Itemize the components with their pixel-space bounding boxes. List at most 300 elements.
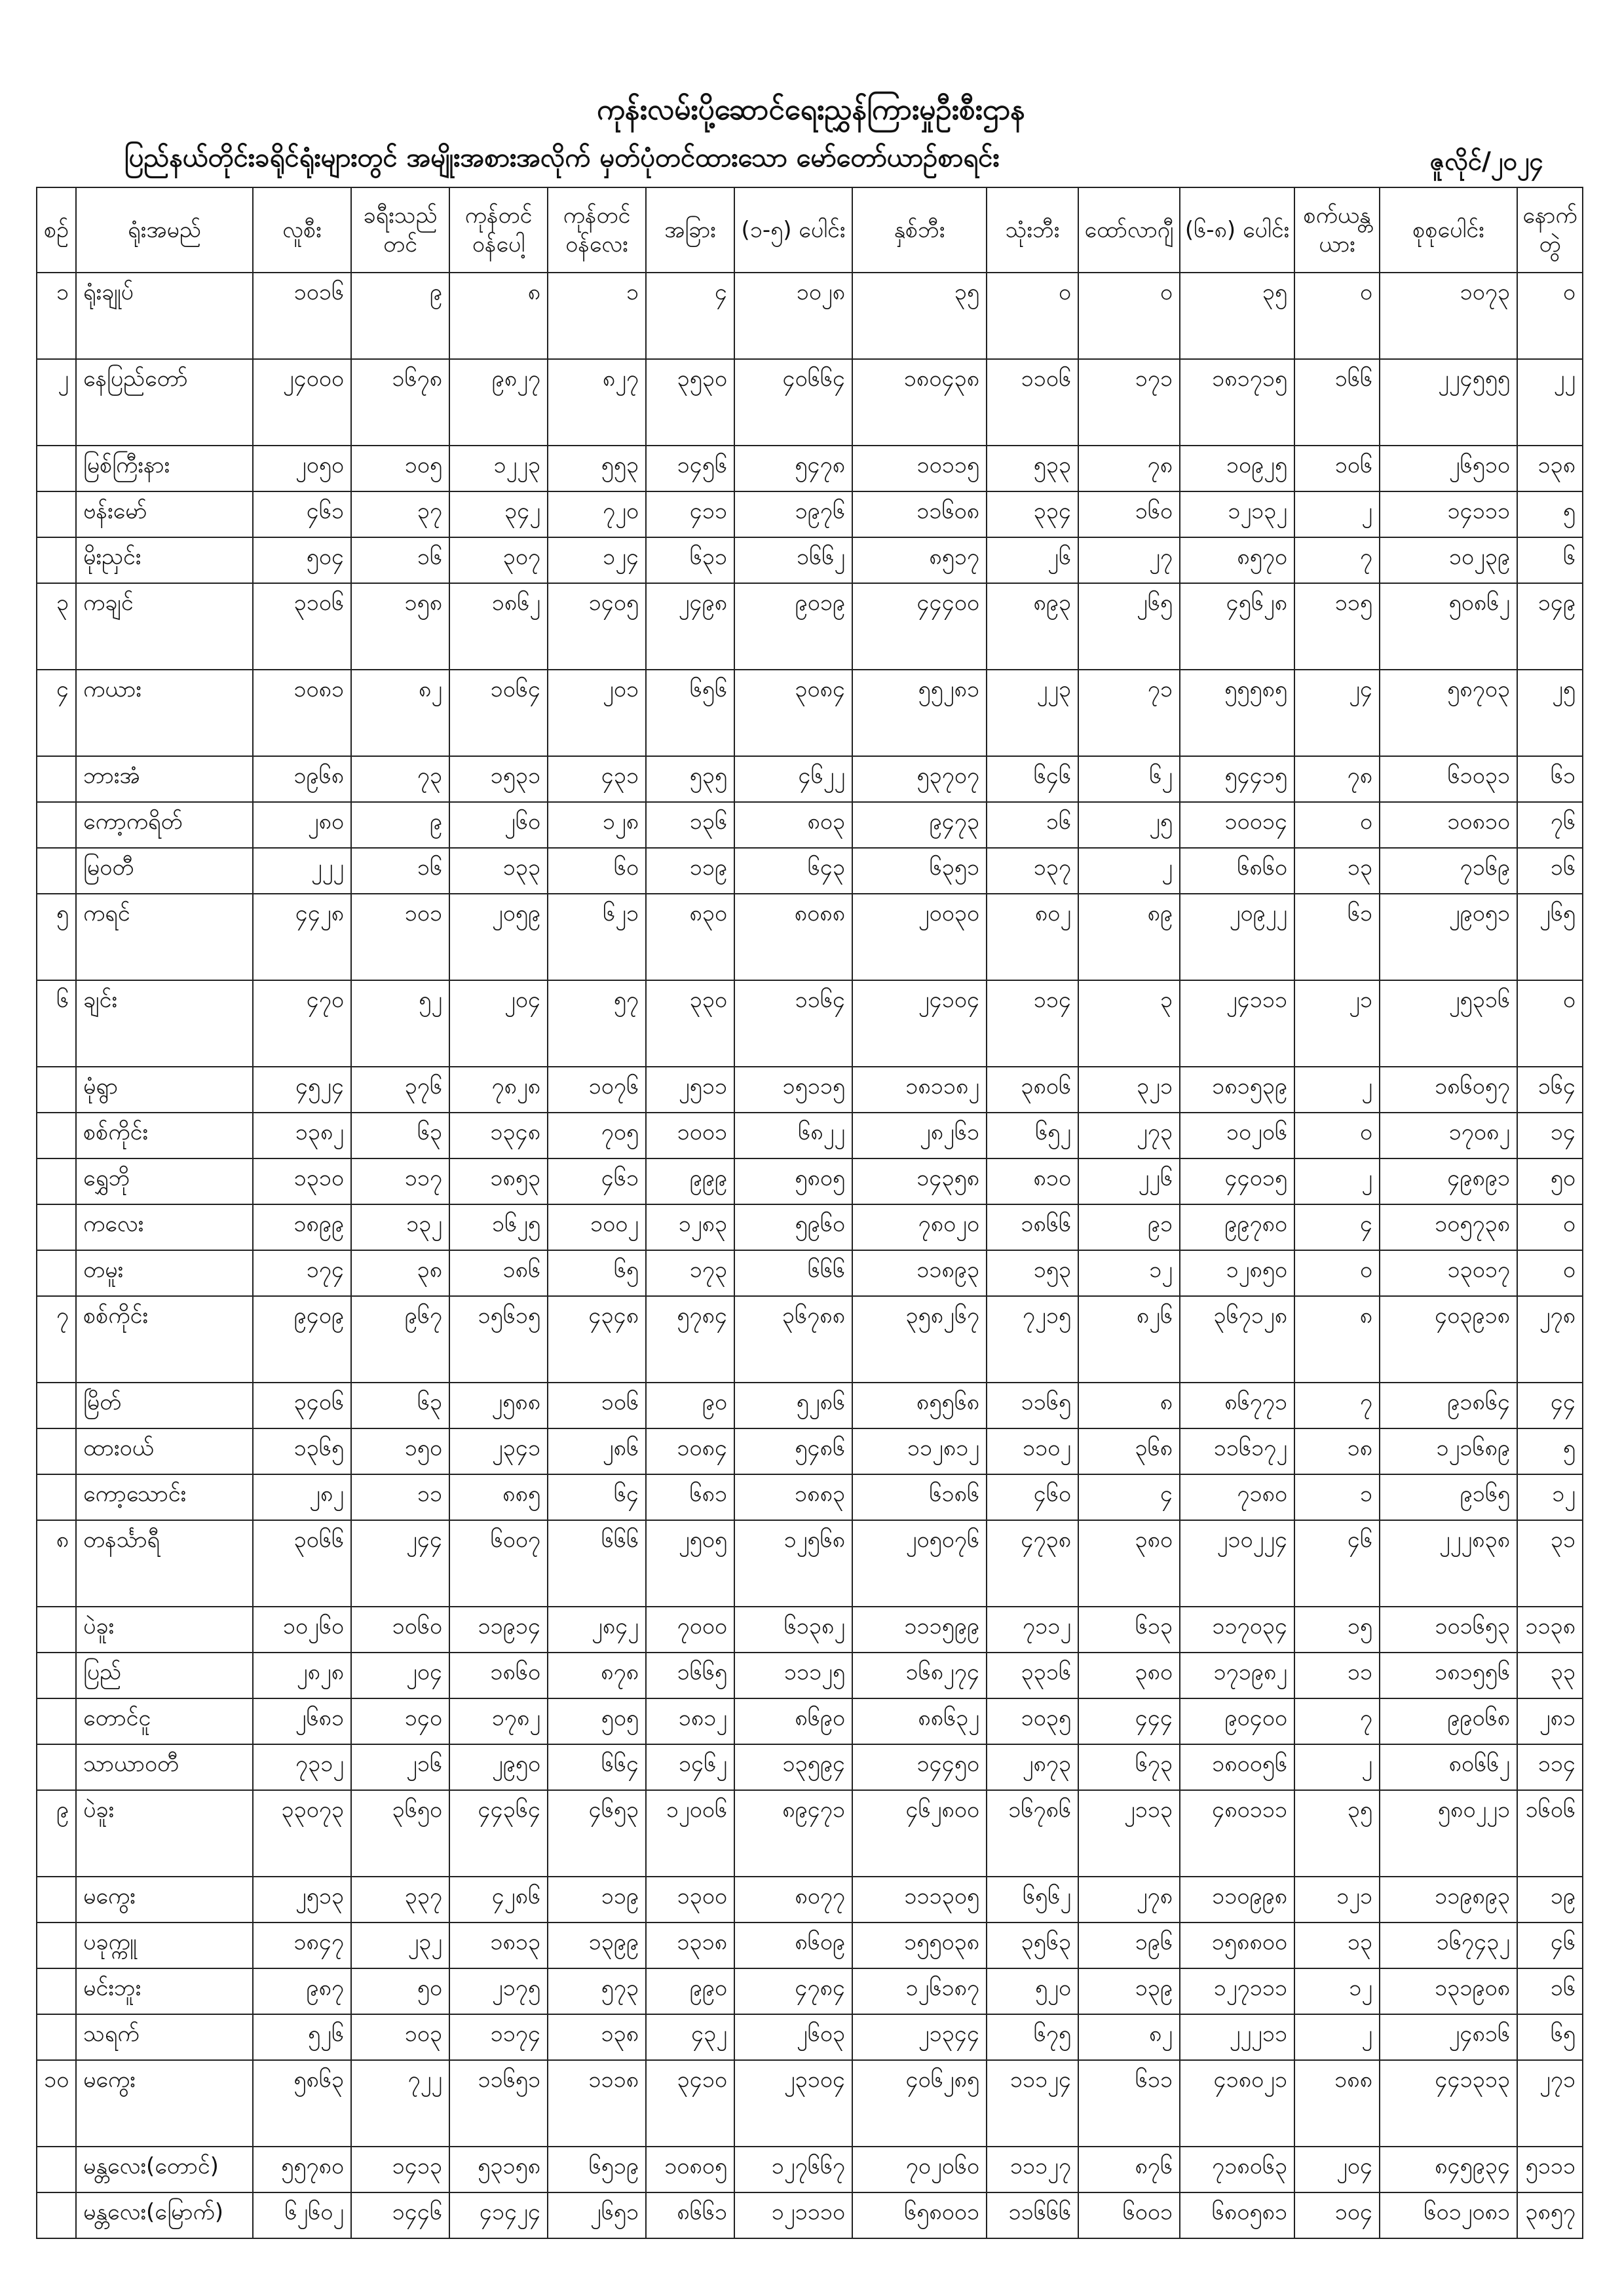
value-cell: ၂၀၄ [1294,2147,1380,2192]
table-row [37,1113,1583,1158]
value-cell: ၄၃၄၈ [548,1296,646,1383]
value-cell: ၉၀၁၉ [734,583,852,670]
office-name: ပဲခူး [76,1607,253,1653]
value-cell: ၈၆၆၁ [646,2192,734,2238]
row-number [37,1428,76,1474]
value-cell: ၃၅ [1294,1790,1380,1877]
value-cell: ၁၁၁၂၄ [987,2060,1078,2147]
value-cell: ၄၆ [1294,1520,1380,1607]
column-header: အခြား [646,187,734,273]
value-cell: ၆၁၃ [1078,1607,1180,1653]
value-cell: ၈၅၅၆၈ [852,1383,987,1428]
value-cell: ၃၅၃၀ [646,359,734,446]
value-cell: ၃ [1078,980,1180,1067]
value-cell: ၂၅၁၃ [253,1877,351,1923]
value-cell: ၉၄၀၉ [253,1296,351,1383]
value-cell: ၆၆၆ [548,1520,646,1607]
value-cell: ၁၃၃ [449,848,548,894]
office-name: ချင်း [76,980,253,1067]
vehicle-registration-table [36,187,1583,2239]
date-reference: ဇူလိုင်/၂၀၂၄ [1429,147,1543,176]
office-name: ကချင် [76,583,253,670]
table-row [37,2147,1583,2192]
table-row [37,1520,1583,1607]
value-cell: ၁၁၁၂၇ [987,2147,1078,2192]
row-number: ၁ [37,273,76,359]
value-cell: ၆၃၅၁ [852,848,987,894]
value-cell: ၅၂၆ [253,2014,351,2060]
value-cell: ၈၅၁၇ [852,537,987,583]
table-row [37,1296,1583,1383]
value-cell: ၁၃ [1294,1923,1380,1968]
value-cell: ၉ [351,273,449,359]
value-cell: ၁၂၁၁၁၀ [734,2192,852,2238]
table-row [37,1204,1583,1250]
value-cell: ၀ [1294,1113,1380,1158]
value-cell: ၆၁၈၆ [852,1474,987,1520]
value-cell: ၁၄၄၅၀ [852,1744,987,1790]
value-cell: ၆၅ [548,1250,646,1296]
value-cell: ၀ [1294,1250,1380,1296]
value-cell: ၁၁၁၂၅ [734,1653,852,1698]
value-cell: ၁၈၁၅၃၉ [1180,1067,1294,1113]
office-name: ပြည် [76,1653,253,1698]
value-cell: ၁၀၃၅ [987,1698,1078,1744]
value-cell: ၂၁၇၅ [449,1968,548,2014]
value-cell: ၁၂၁၃၂ [1180,491,1294,537]
value-cell: ၁၉၇၆ [734,491,852,537]
value-cell: ၆၁၁ [1078,2060,1180,2147]
value-cell: ၁၀၆ [1294,446,1380,491]
office-name: စစ်ကိုင်း [76,1296,253,1383]
value-cell: ၁၁၆၄ [734,980,852,1067]
value-cell: ၈ [449,273,548,359]
value-cell: ၇ [1294,1698,1380,1744]
value-cell: ၁၄၁၁၁ [1380,491,1517,537]
value-cell: ၁၆၈၂၇၄ [852,1653,987,1698]
value-cell: ၉၀ [646,1383,734,1428]
value-cell: ၁၄၀၅ [548,583,646,670]
value-cell: ၅၅၂၈၁ [852,670,987,756]
value-cell: ၄၂၈၆ [449,1877,548,1923]
office-name: ဗန်းမော် [76,491,253,537]
row-number [37,1653,76,1698]
value-cell: ၉၁၆၅ [1380,1474,1517,1520]
office-name: မုံရွာ [76,1067,253,1113]
row-number [37,1204,76,1250]
value-cell: ၁၀၁၆၅၃ [1380,1607,1517,1653]
office-name: ပခုက္ကူ [76,1923,253,1968]
row-number [37,1698,76,1744]
value-cell: ၁၂၁ [1294,1877,1380,1923]
value-cell: ၂၂၃ [987,670,1078,756]
value-cell: ၅ [1517,1428,1583,1474]
office-name: သာယာဝတီ [76,1744,253,1790]
value-cell: ၁၃၁၀ [253,1158,351,1204]
value-cell: ၁၁၆၅၁ [449,2060,548,2147]
value-cell: ၂၁၀၂၂၄ [1180,1520,1294,1607]
table-row [37,2192,1583,2238]
value-cell: ၅၂၀ [987,1968,1078,2014]
value-cell: ၇၁၆၉ [1380,848,1517,894]
value-cell: ၀ [1517,1250,1583,1296]
value-cell: ၂၀၁ [548,670,646,756]
value-cell: ၂၈၇၃ [987,1744,1078,1790]
value-cell: ၁၆ [351,848,449,894]
row-number: ၈ [37,1520,76,1607]
column-header: ထော်လာဂျီ [1078,187,1180,273]
value-cell: ၀ [987,273,1078,359]
value-cell: ၁၁၀၉၉၈ [1180,1877,1294,1923]
value-cell: ၆၅၆၂ [987,1877,1078,1923]
column-header: (၁-၅) ပေါင်း [734,187,852,273]
value-cell: ၂၈၀ [253,802,351,848]
value-cell: ၃၆၈ [1078,1428,1180,1474]
table-row [37,1607,1583,1653]
value-cell: ၁၈၆၂ [449,583,548,670]
value-cell: ၁၁၆၀၈ [852,491,987,537]
table-row [37,980,1583,1067]
value-cell: ၉၉၀ [646,1968,734,2014]
value-cell: ၁၀၉၂၅ [1180,446,1294,491]
table-row [37,537,1583,583]
value-cell: ၂ [1294,2014,1380,2060]
value-cell: ၆၇၃ [1078,1744,1180,1790]
column-header: ကုန်တင်ဝန်ပေါ့ [449,187,548,273]
value-cell: ၁ [548,273,646,359]
value-cell: ၁၀၁၆ [253,273,351,359]
value-cell: ၇၁ [1078,670,1180,756]
value-cell: ၁၂၄ [548,537,646,583]
office-name: ရုံးချုပ် [76,273,253,359]
value-cell: ၆၀၁၂၀၈၁ [1380,2192,1517,2238]
value-cell: ၁၈၆၀ [449,1653,548,1698]
value-cell: ၉ [351,802,449,848]
document-title: ကုန်းလမ်းပို့ဆောင်ရေးညွှန်ကြားမှုဦးစီးဌာန [596,93,1026,126]
table-row [37,756,1583,802]
value-cell: ၂၆၅၁ [548,2192,646,2238]
value-cell: ၁၆၄ [1517,1067,1583,1113]
value-cell: ၁၄၃၅၈ [852,1158,987,1204]
row-number: ၁၀ [37,2060,76,2147]
value-cell: ၁၀၅၇၃၈ [1380,1204,1517,1250]
value-cell: ၅၇၃ [548,1968,646,2014]
value-cell: ၄ [646,273,734,359]
table-row [37,1474,1583,1520]
office-name: သရက် [76,2014,253,2060]
row-number [37,1383,76,1428]
value-cell: ၂ [1294,1067,1380,1113]
value-cell: ၂၁၃၄၄ [852,2014,987,2060]
value-cell: ၇ [1294,1383,1380,1428]
value-cell: ၃၈၀၆ [987,1067,1078,1113]
row-number [37,1474,76,1520]
value-cell: ၈၀၆၆၂ [1380,1744,1517,1790]
column-header: ခရီးသည်တင် [351,187,449,273]
value-cell: ၇၀၅ [548,1113,646,1158]
value-cell: ၁၄၄၆ [351,2192,449,2238]
office-name: နေပြည်တော် [76,359,253,446]
value-cell: ၃၈၅၇ [1517,2192,1583,2238]
value-cell: ၂၄၉၈ [646,583,734,670]
value-cell: ၂ [1294,1158,1380,1204]
value-cell: ၃၃၀၇၃ [253,1790,351,1877]
table-row [37,2014,1583,2060]
value-cell: ၁၂၈ [548,802,646,848]
value-cell: ၁၆၇၄၃၂ [1380,1923,1517,1968]
value-cell: ၁၁၆၅ [987,1383,1078,1428]
value-cell: ၆၃ [351,1383,449,1428]
value-cell: ၅၅၃ [548,446,646,491]
value-cell: ၂၆၈၁ [253,1698,351,1744]
value-cell: ၁၉၆ [1078,1923,1180,1968]
value-cell: ၁၃၅၉၄ [734,1744,852,1790]
column-header: နှစ်ဘီး [852,187,987,273]
value-cell: ၆၆၄ [548,1744,646,1790]
value-cell: ၄၆၁ [548,1158,646,1204]
value-cell: ၁၂၈၅၀ [1180,1250,1294,1296]
value-cell: ၃၇ [351,491,449,537]
value-cell: ၆၅၈၀၀၁ [852,2192,987,2238]
value-cell: ၁၀၈၁ [253,670,351,756]
value-cell: ၆၂ [1078,756,1180,802]
column-header: နောက်တွဲ [1517,187,1583,273]
value-cell: ၂၂၂ [253,848,351,894]
table-row [37,1744,1583,1790]
value-cell: ၁၂၁၆၈၉ [1380,1428,1517,1474]
value-cell: ၄၅၂၄ [253,1067,351,1113]
value-cell: ၄၄၂၈ [253,894,351,980]
table-row [37,1790,1583,1877]
value-cell: ၈၆၉၀ [734,1698,852,1744]
value-cell: ၆၄၆ [987,756,1078,802]
value-cell: ၂၈၁ [1517,1698,1583,1744]
value-cell: ၁၃၀၀ [646,1877,734,1923]
row-number [37,802,76,848]
value-cell: ၂ [1294,491,1380,537]
table-row [37,1968,1583,2014]
value-cell: ၁၁၆၁၇၂ [1180,1428,1294,1474]
value-cell: ၉၄၇၃ [852,802,987,848]
value-cell: ၆၈၆၀ [1180,848,1294,894]
value-cell: ၁၀၃ [351,2014,449,2060]
office-name: တောင်ငူ [76,1698,253,1744]
value-cell: ၂၂၂၁၁ [1180,2014,1294,2060]
table-row [37,894,1583,980]
value-cell: ၁၅၃၁ [449,756,548,802]
value-cell: ၂၈၄၂ [548,1607,646,1653]
value-cell: ၁၁ [1294,1653,1380,1698]
row-number [37,2192,76,2238]
value-cell: ၁၈၈၃ [734,1474,852,1520]
value-cell: ၁၀၂၃၉ [1380,537,1517,583]
value-cell: ၄ [1078,1474,1180,1520]
table-row [37,848,1583,894]
value-cell: ၄၁၁ [646,491,734,537]
value-cell: ၁၈ [1294,1428,1380,1474]
value-cell: ၁၅ [1294,1607,1380,1653]
value-cell: ၈ [1294,1296,1380,1383]
row-number: ၄ [37,670,76,756]
value-cell: ၆၁၀၃၁ [1380,756,1517,802]
value-cell: ၇၀၂၀၆၀ [852,2147,987,2192]
value-cell: ၄၄ [1517,1383,1583,1428]
value-cell: ၅၈၆၃ [253,2060,351,2147]
value-cell: ၄၀၃၉၁၈ [1380,1296,1517,1383]
value-cell: ၁၅၈၈၀၀ [1180,1923,1294,1968]
office-name: မကွေး [76,2060,253,2147]
table-row [37,583,1583,670]
value-cell: ၂၄၁၁၁ [1180,980,1294,1067]
value-cell: ၂၄၄ [351,1520,449,1607]
value-cell: ၂၃၂ [351,1923,449,1968]
value-cell: ၄၄၃၆၄ [449,1790,548,1877]
value-cell: ၄၄၀၁၅ [1180,1158,1294,1204]
office-name: တမူး [76,1250,253,1296]
value-cell: ၈၇၆ [1078,2147,1180,2192]
value-cell: ၁၀၆၄ [449,670,548,756]
value-cell: ၂၀၅၀၇၆ [852,1520,987,1607]
value-cell: ၁၆ [1517,1968,1583,2014]
value-cell: ၂၈၂၈ [253,1653,351,1698]
value-cell: ၄၅၆၂၈ [1180,583,1294,670]
value-cell: ၁၇၈၂ [449,1698,548,1744]
value-cell: ၂၁၆ [351,1744,449,1790]
table-row [37,1428,1583,1474]
office-name: မန္တလေး(မြောက်) [76,2192,253,2238]
value-cell: ၅၂ [351,980,449,1067]
value-cell: ၂၆၅ [1078,583,1180,670]
row-number [37,1968,76,2014]
value-cell: ၂ [1294,1744,1380,1790]
value-cell: ၂၁ [1294,980,1380,1067]
value-cell: ၀ [1294,802,1380,848]
value-cell: ၈ [1078,1383,1180,1428]
value-cell: ၄၇၀ [253,980,351,1067]
value-cell: ၈၉၃ [987,583,1078,670]
value-cell: ၂၉၀၅၁ [1380,894,1517,980]
value-cell: ၅၇၈၄ [646,1296,734,1383]
value-cell: ၆၄ [548,1474,646,1520]
value-cell: ၅၀ [351,1968,449,2014]
value-cell: ၄၆၁ [253,491,351,537]
table-row [37,1383,1583,1428]
value-cell: ၄၁၄၂၄ [449,2192,548,2238]
value-cell: ၁၈၈ [1294,2060,1380,2147]
value-cell: ၂၄၀၀၀ [253,359,351,446]
value-cell: ၈၇၈ [548,1653,646,1698]
value-cell: ၅၉၆၀ [734,1204,852,1250]
value-cell: ၀ [1517,273,1583,359]
value-cell: ၁၀၈၁၀ [1380,802,1517,848]
value-cell: ၆၃၁ [646,537,734,583]
value-cell: ၃၈၀ [1078,1520,1180,1607]
value-cell: ၁၈၉၉ [253,1204,351,1250]
value-cell: ၄၉၈၉၁ [1380,1158,1517,1204]
value-cell: ၄၇၃၈ [987,1520,1078,1607]
value-cell: ၂၆၅၁၀ [1380,446,1517,491]
value-cell: ၁၈၁၂ [646,1698,734,1744]
value-cell: ၁၀၀၁ [646,1113,734,1158]
column-header: စုစုပေါင်း [1380,187,1517,273]
value-cell: ၁၃၀၁၇ [1380,1250,1517,1296]
value-cell: ၆၀၀၁ [1078,2192,1180,2238]
value-cell: ၄၀၆၆၄ [734,359,852,446]
value-cell: ၁၁၁၅၉၉ [852,1607,987,1653]
value-cell: ၈၂ [351,670,449,756]
value-cell: ၁၁၄ [1517,1744,1583,1790]
value-cell: ၃၃၁၆ [987,1653,1078,1698]
value-cell: ၆၁ [1294,894,1380,980]
office-name: ကယား [76,670,253,756]
value-cell: ၈၂ [1078,2014,1180,2060]
value-cell: ၁၁၇၄ [449,2014,548,2060]
value-cell: ၂၆၅ [1517,894,1583,980]
value-cell: ၁၈၆၆ [987,1204,1078,1250]
value-cell: ၁၅၈ [351,583,449,670]
value-cell: ၁၁၀၆ [987,359,1078,446]
value-cell: ၃၇၆ [351,1067,449,1113]
value-cell: ၁၄၀ [351,1698,449,1744]
value-cell: ၁၆၀၆ [1517,1790,1583,1877]
value-cell: ၈၀၈၈ [734,894,852,980]
value-cell: ၄၈၀၁၁၁ [1180,1790,1294,1877]
value-cell: ၁၃၂ [351,1204,449,1250]
value-cell: ၂၃၁၀၄ [734,2060,852,2147]
value-cell: ၁၅၀ [351,1428,449,1474]
value-cell: ၁၃၈ [548,2014,646,2060]
value-cell: ၉၉၉ [646,1158,734,1204]
value-cell: ၂ [1078,848,1180,894]
row-number [37,1113,76,1158]
value-cell: ၁၀၅ [351,446,449,491]
row-number: ၉ [37,1790,76,1877]
value-cell: ၅၁၁၁ [1517,2147,1583,2192]
value-cell: ၁၁၉ [646,848,734,894]
column-header: (၆-၈) ပေါင်း [1180,187,1294,273]
table-row [37,491,1583,537]
value-cell: ၈၉၄၇၁ [734,1790,852,1877]
office-name: ကော့ကရိတ် [76,802,253,848]
value-cell: ၄၄၄၀၀ [852,583,987,670]
table-row [37,1158,1583,1204]
value-cell: ၁၁၅ [1294,583,1380,670]
row-number [37,1067,76,1113]
value-cell: ၈၆၀၉ [734,1923,852,1968]
value-cell: ၆၈၀၅၈၁ [1180,2192,1294,2238]
office-name: ကော့သောင်း [76,1474,253,1520]
value-cell: ၁၄၅၆ [646,446,734,491]
value-cell: ၁၁၇ [351,1158,449,1204]
value-cell: ၈၄၅၉၃၄ [1380,2147,1517,2192]
value-cell: ၅၅၇၈၀ [253,2147,351,2192]
row-number [37,1744,76,1790]
value-cell: ၂၆၀၃ [734,2014,852,2060]
table-row [37,1877,1583,1923]
value-cell: ၈၂၆ [1078,1296,1180,1383]
value-cell: ၃၆၅၀ [351,1790,449,1877]
value-cell: ၁၅၅၀၃၈ [852,1923,987,1968]
value-cell: ၂၅၃၁၆ [1380,980,1517,1067]
value-cell: ၁၈၁၃ [449,1923,548,1968]
value-cell: ၁၈၁၇၁၅ [1180,359,1294,446]
value-cell: ၃၈ [351,1250,449,1296]
value-cell: ၁၂၈၃ [646,1204,734,1250]
value-cell: ၅၃၅ [646,756,734,802]
value-cell: ၂၆ [987,537,1078,583]
value-cell: ၀ [1517,980,1583,1067]
value-cell: ၂၅၈၈ [449,1383,548,1428]
